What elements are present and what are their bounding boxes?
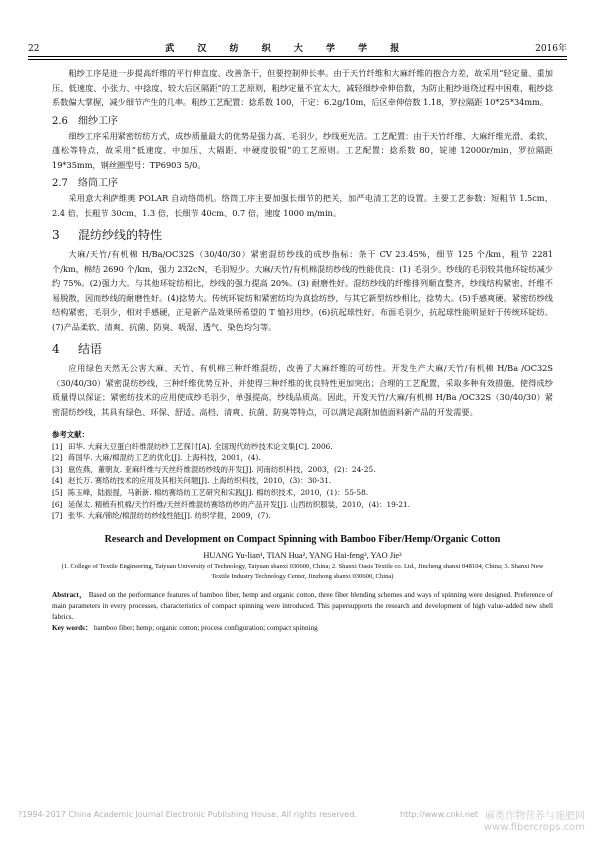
abstract-text: Based on the performance features of bamboo fiber, hemp and organic cotton, three fiber blending schemes and ways of spinning were designed. Preference of main parameters in every processes, characteristics of compact spinning were introduced. This papersupports the research and development of high value-added new shell fabrics. (52, 590, 554, 621)
copyright-notice: ?1994-2017 China Academic Journal Electronic Publishing House. All rights reserved. (18, 809, 357, 819)
watermark-url: www.fibercrops.com (483, 822, 585, 833)
references-title: 参考文献： (52, 430, 89, 439)
section-2-6-heading (52, 112, 553, 127)
reference-number: [5] (52, 487, 63, 497)
section-title: 结语 (78, 342, 103, 356)
keywords-label: Key words： (52, 623, 93, 632)
page-number: 22 (28, 44, 40, 54)
paragraph-roving: 粗纱工序是进一步提高纤维的平行伸直度、改善条干，但要控制伸长率。由于天竹纤维和大麻纤维的抱合力差，故采用“轻定量、重加压、低速度、小张力、中捻度、较大后区隔距”的工艺原则，粗纱定量不宜太大，减轻细纱牵伸倍数，为防止粗纱退绕过程中困难，粗纱捻系数偏大掌握，减少细节产生的几率。粗纱工艺配置：捻系数 100，干定：6.2g/10m，后区牵伸倍数 1.18，罗拉隔距 10*25*34mm。 (52, 68, 553, 107)
reference-number: [1] (52, 441, 63, 451)
paragraph-conclusion: 应用绿色天然无公害大麻、天竹、有机棉三种纤维混纺，改善了大麻纤维的可纺性。开发生产大麻/天竹/有机棉 H/Ba /OC32S（30/40/30）紧密混纺纱线，三种纤维优势互补，并使得三种纤维的优良特性更加突出；合理的工艺配置，采取多种有效措施，使得成纱质量得以保证；紧密纺技术的应用使成纱毛羽少，单强提高，纱线品质高。因此，开发天竹/大麻/有机棉 H/Ba /OC32S（30/40/30）紧密混纺纱线，其具有绿色、环保、舒适、高档、清爽、抗菌、防臭等特点，可以满足高附加值面料新产品的开发需要。 (52, 363, 553, 417)
reference-text: 张华. 大麻/锦纶/棉混纺纺纱线性能[J]. 纺织学报，2009，(7). (68, 511, 271, 521)
reference-number: [6] (52, 499, 63, 509)
reference-list (52, 441, 553, 522)
reference-item (52, 510, 553, 522)
section-4-heading (52, 340, 553, 357)
running-header (28, 38, 567, 54)
reference-item (52, 499, 553, 511)
reference-text: 扈佐燕，董朝友. 亚麻纤维与天丝纤维混纺纱线的开发[J]. 河南纺织科技，2003，(2)：24-25. (68, 464, 376, 474)
english-abstract (52, 590, 553, 634)
reference-text: 田华. 大麻大豆蛋白纤维混纺纱工艺探讨[A]. 全国现代纺纱技术论文集[C]. 2006. (68, 441, 333, 451)
section-number: 4 (52, 342, 60, 356)
section-title: 混纺纱线的特性 (78, 228, 163, 242)
reference-number: [4] (52, 476, 63, 486)
paragraph-yarn-properties: 大麻/天竹/有机棉 H/Ba/OC32S（30/40/30）紧密混纺纱线的成纱指标：条干 CV 23.45%，细节 125 个/km，粗节 2281 个/km，棉结 2690 个/km，强力 232cN，毛羽短少。大麻/天竹/有机棉混纺纱线的性能优良：(1) 毛羽少。纱线的毛羽较其他环锭纺减少约 75%。(2)强力大。与其他环锭纺相比，纱线的强力提高 20%。(3) 耐磨性好。混纺纱线的纤维排列顺直整齐，纱线结构紧密，纤维不易脱散，因而纱线的耐磨性好。(4)捻势大。传统环锭纺和紧密纺均为真捻纺纱，与其它新型纺纱相比，捻势大。(5)手感爽硬。紧密纺纱线结构紧密，毛羽少，相对手感硬，正是新产品效果所希望的 T 恤衫用纱。(6)抗起球性好。布面毛羽少，抗起球性能明显好于传统环锭纺。(7)产品柔软、清爽、抗菌、防臭、吸湿、透气、染色均匀等。 (52, 249, 553, 332)
article-body (52, 66, 553, 634)
section-2-7-heading (52, 174, 553, 189)
reference-item (52, 487, 553, 499)
reference-item (52, 452, 553, 464)
cnki-link-wrap (400, 808, 480, 820)
reference-number: [3] (52, 464, 63, 474)
section-number: 3 (52, 228, 60, 242)
reference-number: [7] (52, 511, 63, 521)
section-number: 2.6 (52, 115, 68, 127)
reference-item (52, 464, 553, 476)
keywords-text: bamboo fiber; hemp; organic cotton; process configuration; compact spinning (93, 623, 318, 632)
reference-text: 延保太. 精梳有机棉/天竹纤维/天丝纤维混纺赛络纺纱的产品开发[J]. 山西纺织服装，2010，(4)：19-21. (68, 499, 411, 509)
watermark-cn: 麻类作物营养与施肥网 (485, 810, 585, 822)
paragraph-winding: 采用意大利萨维奥 POLAR 自动络筒机。络筒工序主要加强长细节的把关，加严电清工艺的设置。主要工艺参数：短粗节 1.5cm、2.4 倍，长粗节 30cm、1.3 倍，长细节 40cm、0.7 倍，速度 1000 m/min。 (52, 193, 553, 218)
issue-year: 2016年 (535, 44, 567, 54)
abstract-label: Abstract， (52, 590, 87, 599)
section-number: 2.7 (52, 178, 68, 189)
english-affiliations: (1. College of Textile Engineering, Taiyuan University of Technology, Taiyuan shanxi 030600, China; 2. Shanxi Oasis Textile co. Ltd., Jincheng shanxi 048104, China; 3. Shanxi New Textile Industry Technology Center, Jinzhong shanxi 030600, China) (61, 562, 544, 580)
cnki-url[interactable]: http://www.cnki.net (400, 809, 478, 819)
journal-name: 武 汉 纺 织 大 学 学 报 (165, 44, 410, 54)
english-title: Research and Development on Compact Spinning with Bamboo Fiber/Hemp/Organic Cotton (104, 533, 501, 545)
reference-number: [2] (52, 453, 63, 463)
references (52, 429, 553, 522)
section-title: 细纱工序 (78, 115, 118, 127)
reference-text: 蒋国华. 大麻/棉混纺工艺的优化[J]. 上海科技，2001，(4). (68, 453, 261, 463)
reference-item (52, 475, 553, 487)
paragraph-spinning: 细纱工序采用紧密纺纺方式，成纱质量最大的优势是强力高、毛羽少，纱线更光洁。工艺配置：由于天竹纤维、大麻纤维光滑、柔软、蓬松等特点，故采用“低速度、中加压、大隔距、中硬度胶辊”的工艺原则。工艺配置：捻系数 80，锭速 12000r/min，罗拉隔距 19*35mm，钢丝圈型号：TP6903 5/0。 (52, 130, 553, 170)
reference-text: 赵长万. 赛络纺技术的应用及其相关问题[J]. 上海纺织科技，2010，(3)：30-31. (68, 476, 332, 486)
english-authors: HUANG Yu-lian¹, TIAN Hua², YANG Hai-feng², YAO Jie³ (203, 550, 402, 560)
section-3-heading (52, 226, 553, 243)
reference-text: 陈玉峰，陆振提，马新新. 棉纺赛络纺工艺研究和实践[J]. 棉纺织技术，2010，(1)：55-58. (68, 487, 369, 497)
header-rule (28, 56, 567, 60)
page-footer (18, 808, 585, 820)
section-title: 络筒工序 (78, 178, 118, 189)
reference-item (52, 441, 553, 453)
